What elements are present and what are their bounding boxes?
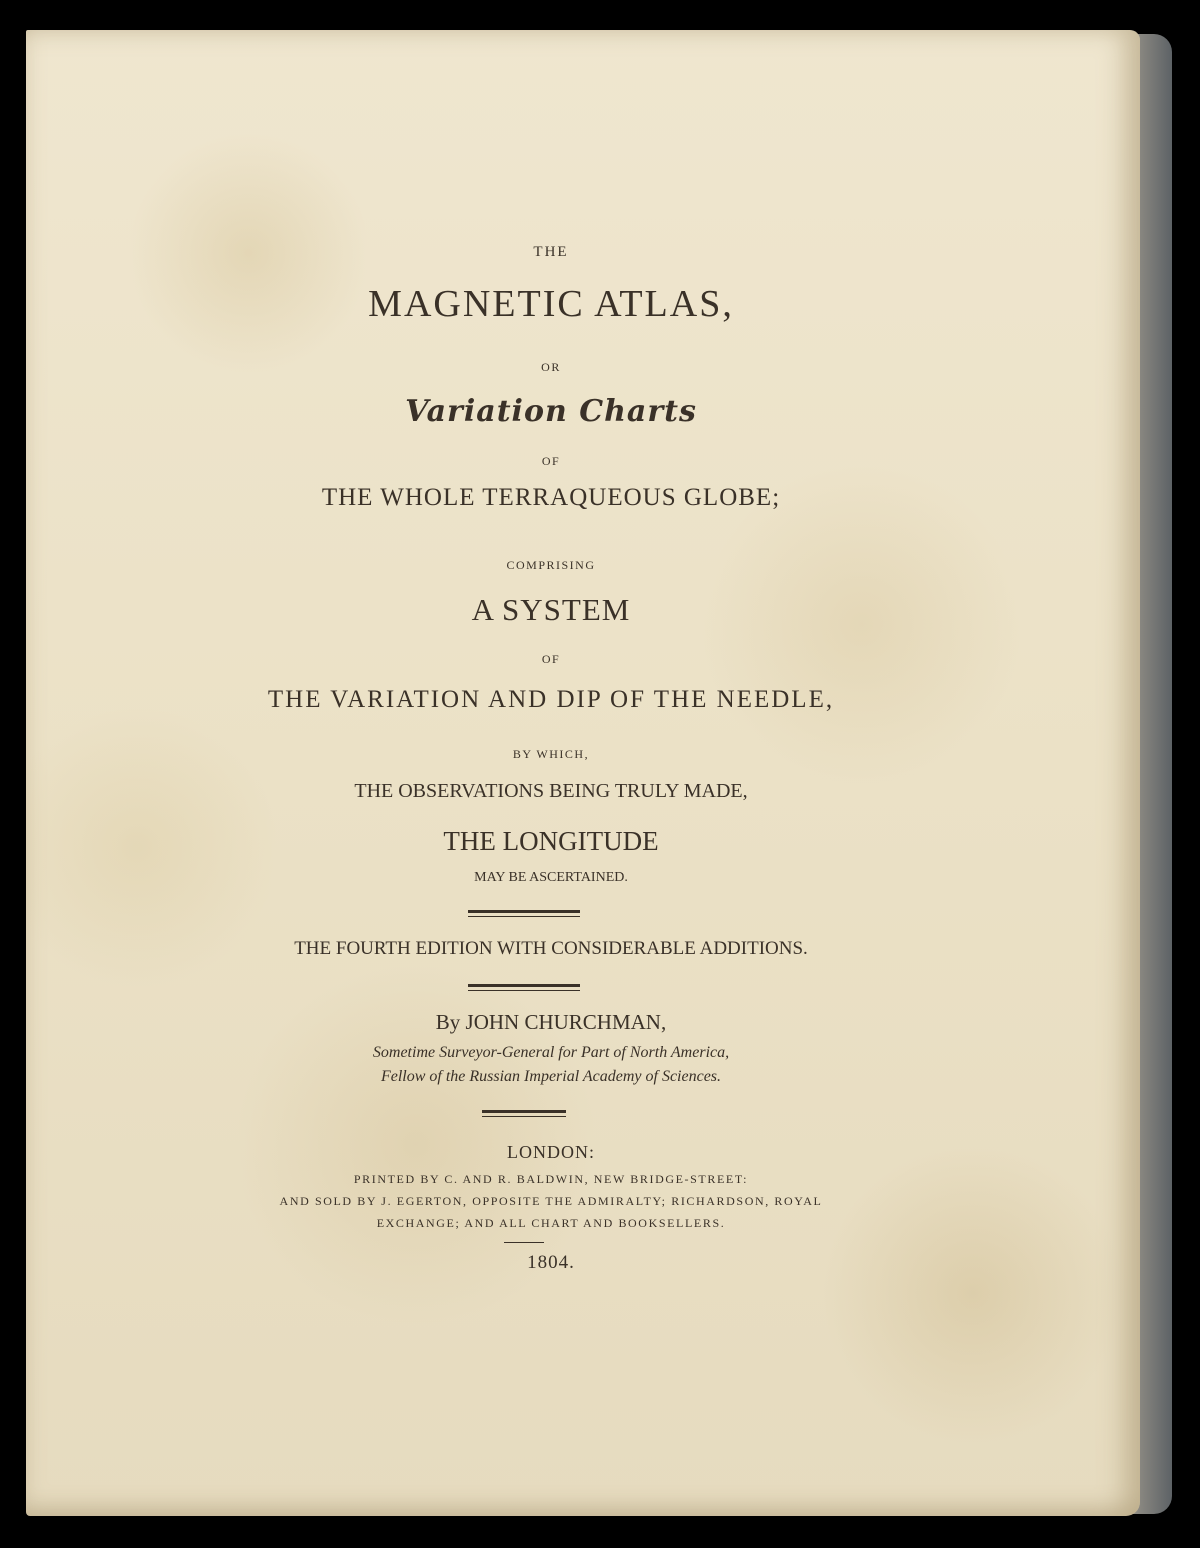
observations-line: THE OBSERVATIONS BEING TRULY MADE, <box>354 780 748 802</box>
divider-rule-1b <box>468 916 580 917</box>
ascertained-line: MAY BE ASCERTAINED. <box>474 870 628 885</box>
main-title: MAGNETIC ATLAS, <box>368 283 734 325</box>
of-word-1: OF <box>541 454 561 468</box>
longitude-line: THE LONGITUDE <box>443 826 659 856</box>
comprising-word: COMPRISING <box>506 558 596 572</box>
divider-rule-2b <box>468 990 580 991</box>
author-credential-2: Fellow of the Russian Imperial Academy of Sciences. <box>380 1068 722 1085</box>
globe-line: THE WHOLE TERRAQUEOUS GLOBE; <box>321 484 781 511</box>
imprint-sellers: AND SOLD BY J. EGERTON, OPPOSITE THE ADMIRALTY; RICHARDSON, ROYAL <box>279 1194 823 1208</box>
divider-rule-3a <box>482 1110 566 1113</box>
divider-rule-1a <box>468 910 580 913</box>
imprint-place: LONDON: <box>507 1142 595 1162</box>
author-by: By <box>435 1010 461 1034</box>
edition-line: THE FOURTH EDITION WITH CONSIDERABLE ADDITIONS. <box>294 938 808 959</box>
author-line <box>26 1010 1076 1035</box>
imprint-year: 1804. <box>527 1252 575 1273</box>
author-credential-1: Sometime Surveyor-General for Part of North America, <box>372 1044 730 1061</box>
the-word: THE <box>533 244 569 260</box>
by-which-line: BY WHICH, <box>512 747 590 761</box>
imprint-printer: PRINTED BY C. AND R. BALDWIN, NEW BRIDGE-STREET: <box>353 1172 749 1186</box>
subtitle-blackletter: Variation Charts <box>405 394 697 429</box>
of-word-2: OF <box>541 652 561 666</box>
title-page-content <box>26 30 1140 1516</box>
imprint-exchange: EXCHANGE; AND ALL CHART AND BOOKSELLERS. <box>376 1216 726 1230</box>
author-name: JOHN CHURCHMAN, <box>465 1010 667 1034</box>
divider-rule-2a <box>468 984 580 987</box>
divider-rule-3b <box>482 1116 566 1117</box>
or-word: OR <box>541 360 561 374</box>
variation-line: THE VARIATION AND DIP OF THE NEEDLE, <box>267 686 835 713</box>
title-page <box>26 30 1140 1516</box>
system-line: A SYSTEM <box>471 592 631 627</box>
divider-rule-4 <box>504 1242 544 1243</box>
